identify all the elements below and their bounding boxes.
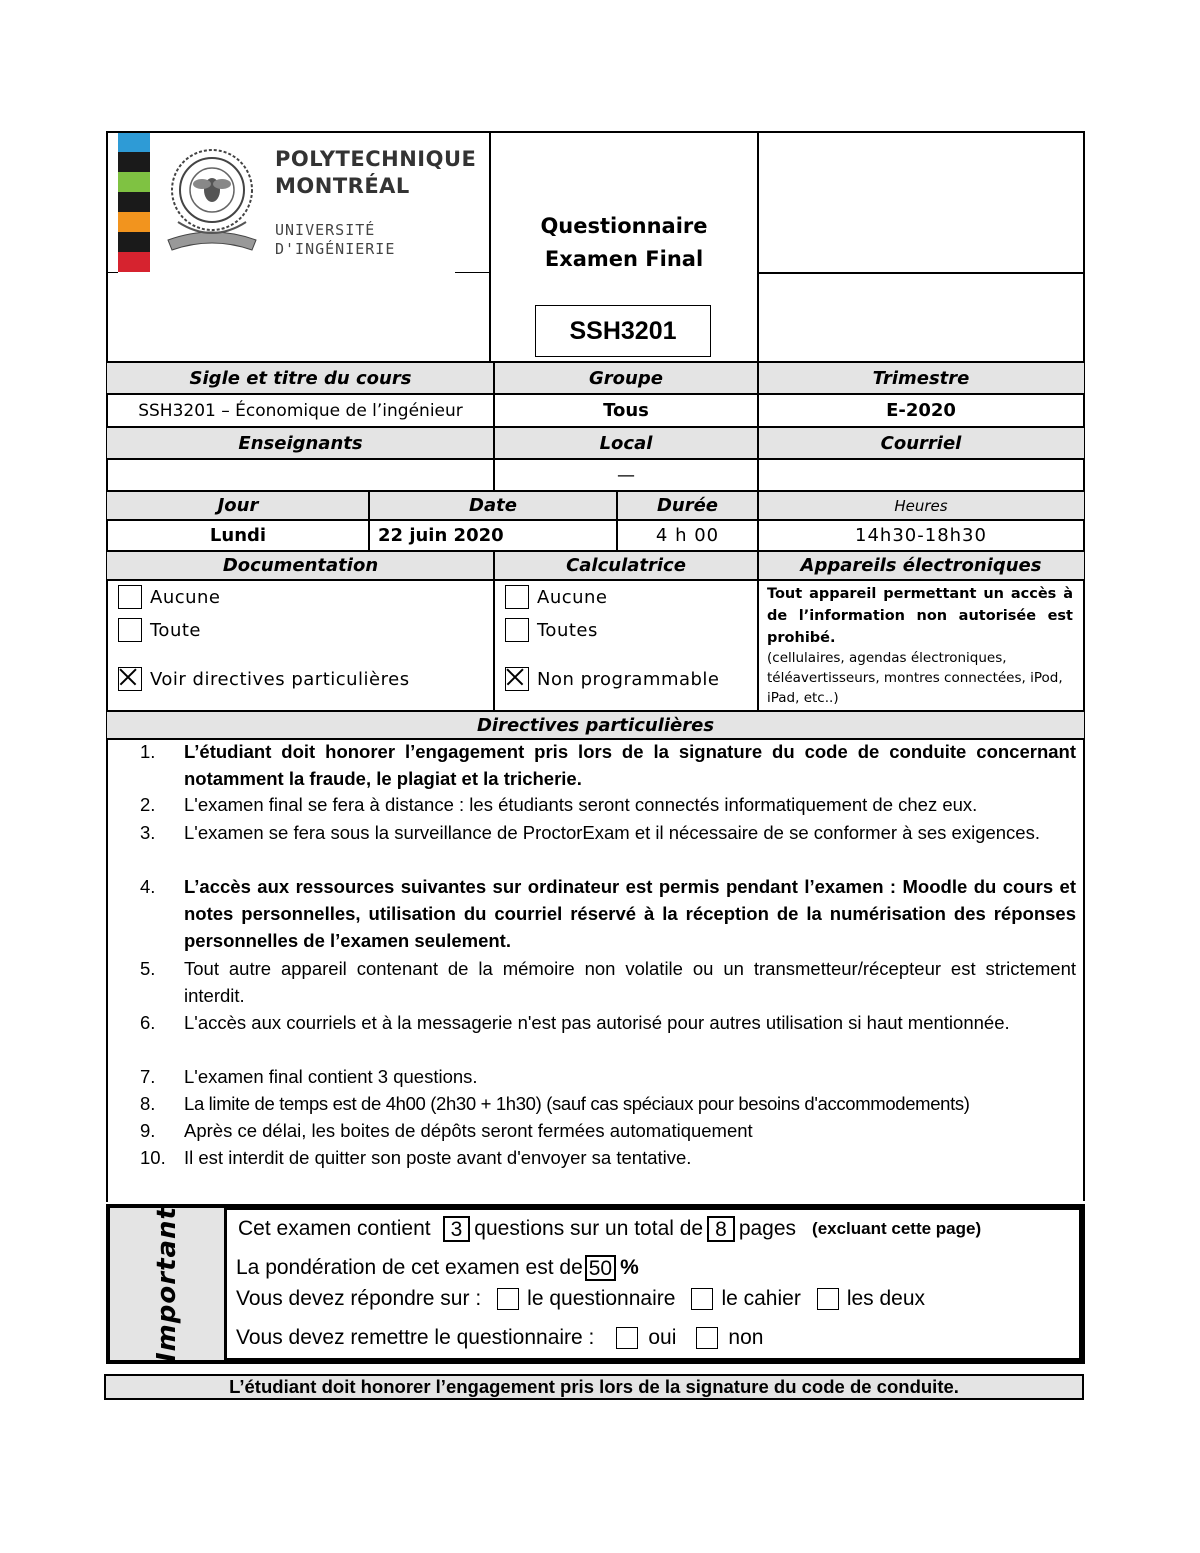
university-line4: D'INGÉNIERIE [275,240,396,258]
logo-stripe [118,252,150,272]
checkbox-icon[interactable] [505,618,529,642]
important-row-answer [236,1287,925,1311]
devices-bold-text: Tout appareil permettant un accès à de l’information non autorisée est prohibé. [767,586,1073,646]
checkbox-icon[interactable] [696,1327,718,1349]
email-header: Courriel [880,432,962,454]
university-subtitle [275,221,395,259]
university-seal-icon [158,144,266,262]
date-value: 22 juin 2020 [378,525,504,546]
rule [455,272,490,273]
important-row-questions [238,1216,981,1242]
calculator-option-label: Aucune [537,586,608,608]
logo-stripe [118,132,150,152]
list-item-text: Après ce délai, les boites de dépôts seront fermées automatiquement [184,1120,753,1141]
rule [757,131,759,363]
teachers-header: Enseignants [238,432,363,454]
list-item-text: La limite de temps est de 4h00 (2h30 + 1h30) (sauf cas spéciaux pour besoins d'accommodements) [184,1093,970,1114]
list-item-number: 9. [140,1120,156,1141]
checked-checkbox-icon[interactable] [505,667,529,691]
checkbox-icon[interactable] [497,1288,519,1310]
exam-title [492,210,756,276]
course-code: SSH3201 [569,316,677,345]
checkbox-icon[interactable] [691,1288,713,1310]
exam-title-line2: Examen Final [544,247,704,271]
documentation-option-label: Aucune [150,586,221,608]
important-text: oui [648,1326,677,1349]
exam-title-line1: Questionnaire [540,214,708,238]
rule [106,131,108,274]
logo-stripe [118,172,150,192]
duration-value: 4 h 00 [655,525,720,546]
list-item-text: L'accès aux courriels et à la messagerie n'est pas autorisé pour autres utilisation si haut mentionnée. [184,1012,1010,1033]
list-item-number: 8. [140,1093,156,1114]
list-item-number: 2. [140,794,156,815]
important-text: Vous devez répondre sur : [236,1287,482,1310]
list-item-number: 4. [140,876,156,897]
pages-count: 8 [707,1216,735,1242]
course-value: SSH3201 – Économique de l’ingénieur [138,400,463,421]
list-item-text: L’étudiant doit honorer l’engagement pris lors de la signature du code de conduite concernant notamment la fraude, le plagiat et la tricherie. [184,741,1076,789]
important-text: Vous devez remettre le questionnaire : [236,1326,595,1349]
room-value: — [617,464,635,486]
rule [1083,131,1085,1201]
logo-stripe [118,192,150,212]
list-item-text: Il est interdit de quitter son poste avant d'envoyer sa tentative. [184,1147,692,1168]
list-item-text: L’accès aux ressources suivantes sur ordinateur est permis pendant l’examen : Moodle du cours et notes personnelles, utilisation du courriel réservé à la réception de la numérisation des réponses personnelles de l’examen seulement. [184,876,1076,951]
date-header: Date [469,495,517,516]
hours-value: 14h30-18h30 [855,525,987,546]
documentation-option-label: Voir directives particulières [150,668,410,690]
hours-header: Heures [894,496,948,515]
university-line1: POLYTECHNIQUE [275,147,477,171]
rule [757,272,1085,274]
calculator-option[interactable] [505,667,720,691]
rule [489,131,491,363]
important-text: pages [738,1217,797,1240]
checkbox-icon[interactable] [505,585,529,609]
important-text: La pondération de cet examen est de [236,1256,583,1279]
devices-header: Appareils électroniques [800,555,1042,576]
important-text: questions sur un total de [474,1217,704,1240]
email-value [759,460,1083,490]
documentation-header: Documentation [222,555,379,576]
documentation-option[interactable] [118,585,221,609]
list-item-number: 10. [140,1147,166,1168]
calculator-option[interactable] [505,585,608,609]
important-text: % [620,1256,639,1279]
university-line2: MONTRÉAL [275,174,410,198]
documentation-option[interactable] [118,667,410,691]
devices-note: (cellulaires, agendas électroniques, téléavertisseurs, montres connectées, iPod, iPad, etc..) [767,650,1063,706]
list-item-number: 6. [140,1012,156,1033]
devices-text [767,583,1073,708]
calculator-option[interactable] [505,618,598,642]
logo-stripe [118,232,150,252]
important-text: les deux [846,1287,926,1310]
teachers-value [108,460,493,490]
logo-stripe [118,212,150,232]
important-row-weight [236,1255,639,1281]
term-header: Trimestre [872,367,970,389]
group-value: Tous [603,400,649,421]
questions-count: 3 [443,1216,471,1242]
list-item-number: 1. [140,741,156,762]
course-code-box [535,305,711,357]
rule [106,579,1085,581]
course-header: Sigle et titre du cours [189,367,412,389]
term-value: E-2020 [886,400,956,421]
calculator-header: Calculatrice [566,555,686,576]
checkbox-icon[interactable] [616,1327,638,1349]
checked-checkbox-icon[interactable] [118,667,142,691]
footer-text: L’étudiant doit honorer l’engagement pris lors de la signature du code de conduite. [229,1376,959,1397]
calculator-option-label: Toutes [537,619,598,641]
logo-stripe [118,152,150,172]
important-text: le questionnaire [527,1287,676,1310]
room-header: Local [599,432,653,454]
calculator-option-label: Non programmable [537,668,720,690]
list-item-text: L'examen final contient 3 questions. [184,1066,478,1087]
checkbox-icon[interactable] [118,585,142,609]
day-header: Jour [217,495,259,516]
list-item-text: L'examen final se fera à distance : les étudiants seront connectés informatiquement de chez eux. [184,794,978,815]
list-item-number: 3. [140,822,156,843]
day-value: Lundi [209,525,267,546]
university-name [275,146,476,200]
important-row-return [236,1326,763,1350]
checkbox-icon[interactable] [817,1288,839,1310]
list-item-text: Tout autre appareil contenant de la mémoire non volatile ou un transmetteur/récepteur est strictement interdit. [184,958,1076,1006]
logo-color-bar [118,132,150,272]
important-label: Important [152,1206,182,1362]
duration-header: Durée [656,495,719,516]
group-header: Groupe [589,367,663,389]
important-text: (excluant cette page) [812,1219,982,1238]
list-item-number: 7. [140,1066,156,1087]
checkbox-icon[interactable] [118,618,142,642]
list-item-number: 5. [140,958,156,979]
university-line3: UNIVERSITÉ [275,221,376,239]
important-text: le cahier [721,1287,801,1310]
important-text: non [728,1326,764,1349]
footer-box [104,1374,1084,1400]
documentation-option-label: Toute [150,619,201,641]
important-text: Cet examen contient [238,1217,431,1240]
documentation-option[interactable] [118,618,201,642]
directives-header: Directives particulières [476,714,715,736]
weight-value: 50 [585,1255,616,1281]
list-item-text: L'examen se fera sous la surveillance de ProctorExam et il nécessaire de se conformer à ses exigences. [184,822,1040,843]
rule [106,131,1085,133]
